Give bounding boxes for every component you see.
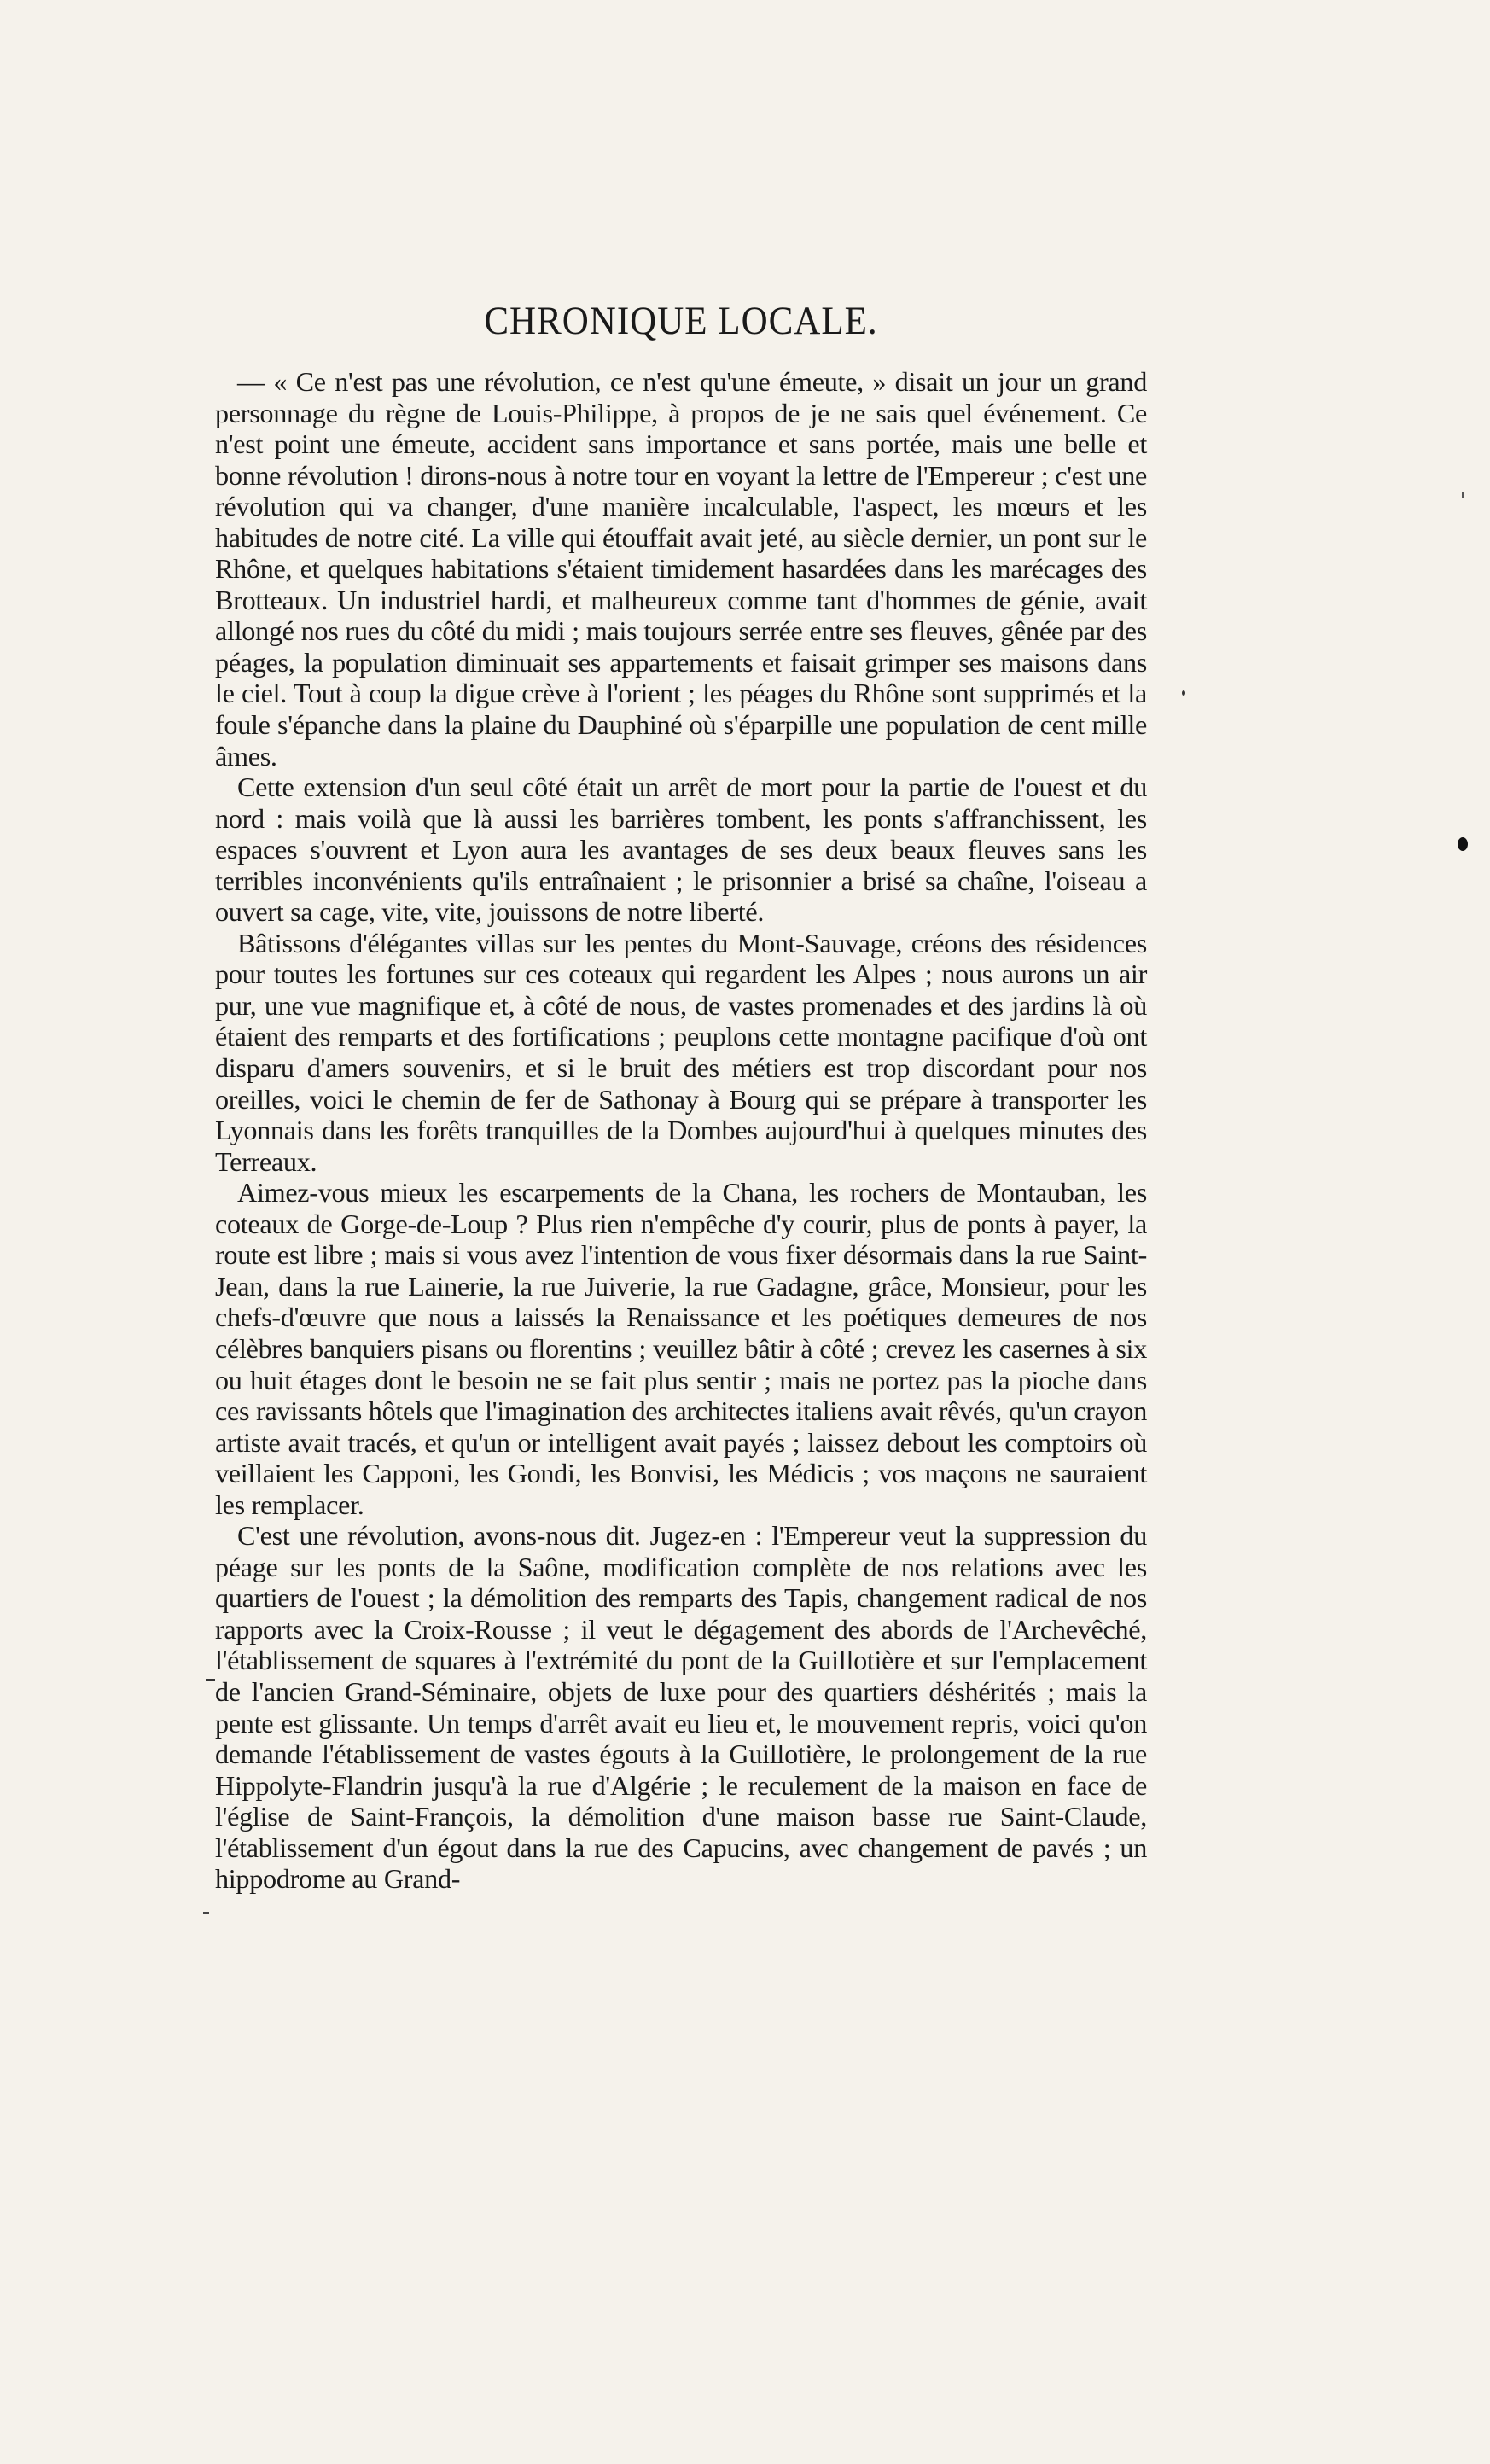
ink-speck-4 <box>205 1677 217 1682</box>
paragraph-4: Aimez-vous mieux les escarpements de la Chana, les rochers de Montauban, les coteaux de Gorge-de-Loup ? Plus rien n'empêche d'y courir, plus de ponts à payer, la route est libre ; mais si vous avez l'intention de vous fixer désormais dans la rue Saint-Jean, dans la rue Lainerie, la rue Juiverie, la rue Gadagne, grâce, Monsieur, pour les chefs-d'œuvre que nous a laissés la Renaissance et les poétiques demeures de nos célèbres banquiers pisans ou florentins ; veuillez bâtir à côté ; crevez les casernes à six ou huit étages dont le besoin ne se fait plus sentir ; mais ne portez pas la pioche dans ces ravissants hôtels que l'imagination des architectes italiens avait rêvés, qu'un crayon artiste avait tracés, et qu'un or intelligent avait payés ; laissez debout les comptoirs où veillaient les Capponi, les Gondi, les Bonvisi, les Médicis ; vos maçons ne sauraient les remplacer. <box>215 1177 1147 1520</box>
paragraph-5: C'est une révolution, avons-nous dit. Jugez-en : l'Empereur veut la suppression du péage sur les ponts de la Saône, modification complète de nos relations avec les quartiers de l'ouest ; la démolition des remparts des Tapis, changement radical de nos rapports avec la Croix-Rousse ; il veut le dégagement des abords de l'Archevêché, l'établissement de squares à l'extrémité du pont de la Guillotière et sur l'emplacement de l'ancien Grand-Séminaire, objets de luxe pour des quartiers déshérités ; mais la pente est glissante. Un temps d'arrêt avait eu lieu et, le mouvement repris, voici qu'on demande l'établissement de vastes égouts à la Guillotière, le prolongement de la rue Hippolyte-Flandrin jusqu'à la rue d'Algérie ; le reculement de la maison en face de l'église de Saint-François, la démolition d'une maison basse rue Saint-Claude, l'établissement d'un égout dans la rue des Capucins, avec changement de pavés ; un hippodrome au Grand- <box>215 1520 1147 1895</box>
paragraph-1: — « Ce n'est pas une révolution, ce n'est qu'une émeute, » disait un jour un grand personnage du règne de Louis-Philippe, à propos de je ne sais quel événement. Ce n'est point une émeute, accident sans importance et sans portée, mais une belle et bonne révolution ! dirons-nous à notre tour en voyant la lettre de l'Empereur ; c'est une révolution qui va changer, d'une manière incalculable, l'aspect, les mœurs et les habitudes de notre cité. La ville qui étouffait avait jeté, au siècle dernier, un pont sur le Rhône, et quelques habitations s'étaient timidement hasardées dans les marécages des Brotteaux. Un industriel hardi, et malheureux comme tant d'hommes de génie, avait allongé nos rues du côté du midi ; mais toujours serrée entre ses fleuves, gênée par des péages, la population diminuait ses appartements et faisait grimper ses maisons dans le ciel. Tout à coup la digue crève à l'orient ; les péages du Rhône sont supprimés et la foule s'épanche dans la plaine du Dauphiné où s'éparpille une population de cent mille âmes. <box>215 366 1147 772</box>
article-column <box>215 300 1147 1895</box>
paragraph-3: Bâtissons d'élégantes villas sur les pentes du Mont-Sauvage, créons des résidences pour toutes les fortunes sur ces coteaux qui regardent les Alpes ; nous aurons un air pur, une vue magnifique et, à côté de nous, de vastes promenades et des jardins là où étaient des remparts et des fortifications ; peuplons cette montagne pacifique d'où ont disparu d'amers souvenirs, et si le bruit des métiers est trop discordant pour nos oreilles, voici le chemin de fer de Sathonay à Bourg qui se prépare à transporter les Lyonnais dans les forêts tranquilles de la Dombes aujourd'hui à quelques minutes des Terreaux. <box>215 927 1147 1177</box>
ink-speck-1 <box>1180 688 1187 698</box>
ink-speck-5 <box>202 1910 211 1915</box>
ink-speck-3 <box>1461 492 1466 500</box>
paragraph-2: Cette extension d'un seul côté était un arrêt de mort pour la partie de l'ouest et du nord : mais voilà que là aussi les barrières tombent, les ponts s'affranchissent, les espaces s'ouvrent et Lyon aura les avantages de ses deux beaux fleuves sans les terribles inconvénients qu'ils entraînaient ; le prisonnier a brisé sa chaîne, l'oiseau a ouvert sa cage, vite, vite, jouissons de notre liberté. <box>215 772 1147 928</box>
ink-speck-2 <box>1455 835 1470 853</box>
section-title: CHRONIQUE LOCALE. <box>484 300 878 343</box>
